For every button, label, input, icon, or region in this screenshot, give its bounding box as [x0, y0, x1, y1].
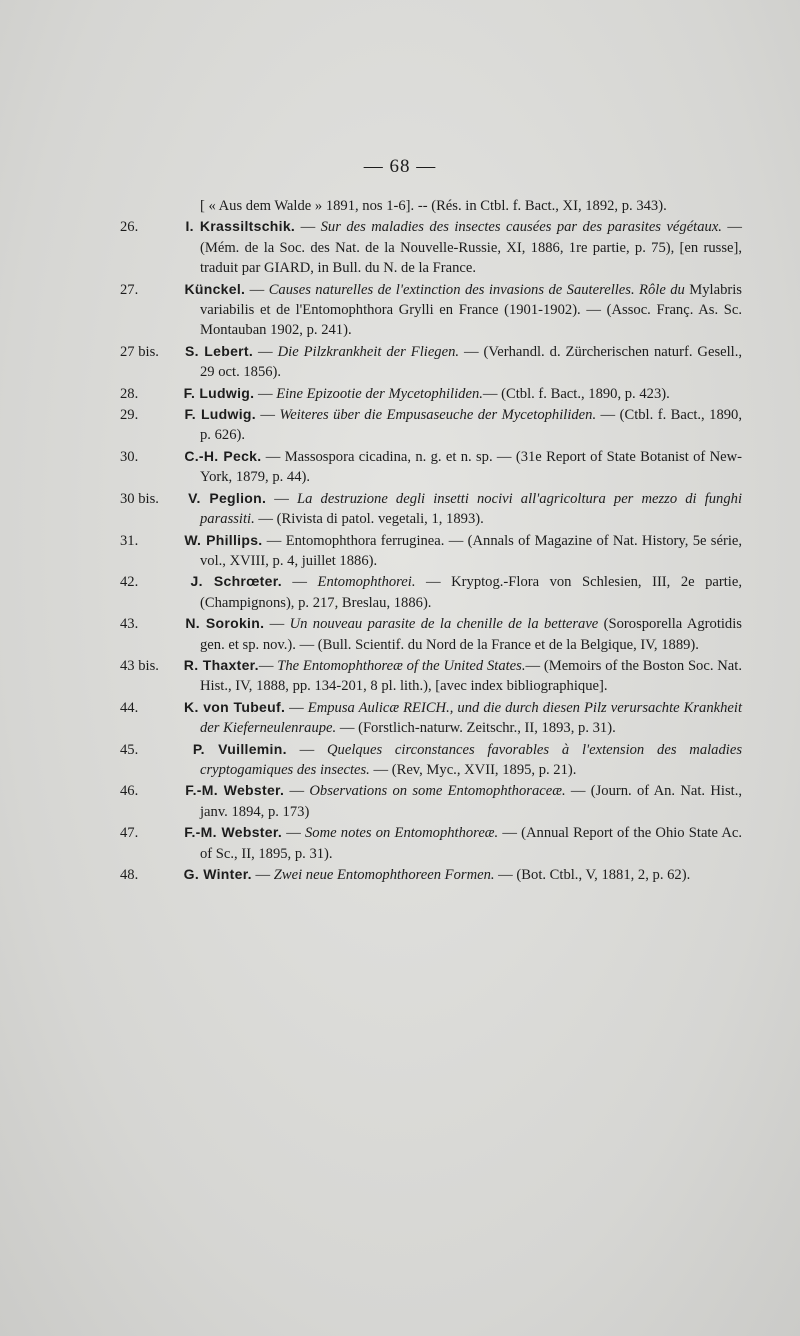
- bibliography-list: [120, 196, 743, 885]
- entry-title: Entomophthorei.: [317, 574, 416, 591]
- bibliography-entry: [120, 613, 742, 655]
- bibliography-entry: [120, 488, 742, 530]
- entry-details: — (Verhandl. d. Zürcherischen naturf. Gesell., 29 oct. 1856).: [200, 343, 743, 381]
- entry-separator: —: [255, 407, 280, 424]
- entry-separator: —: [295, 219, 321, 236]
- entry-details: — (Annual Report of the Ohio State Ac. of Sc., II, 1895, p. 31).: [200, 825, 742, 862]
- entry-details: — (Bot. Ctbl., V, 1881, 2, p. 62).: [494, 867, 691, 883]
- bibliography-entry: [120, 404, 743, 446]
- entry-separator: —: [262, 532, 286, 549]
- entry-author: V. Peglion.: [188, 489, 267, 506]
- entry-separator: —: [261, 448, 285, 465]
- bibliography-entry: [120, 739, 742, 781]
- entry-number: 48.: [120, 867, 139, 883]
- entry-number: 46.: [120, 783, 139, 800]
- entry-title: Un nouveau parasite de la chenille de la betterave: [289, 616, 599, 633]
- entry-number: 43.: [120, 616, 139, 633]
- entry-number: 29.: [120, 407, 139, 424]
- entry-title: Sur des maladies des insectes causées par des parasites végétaux.: [320, 219, 722, 236]
- entry-author: G. Winter.: [183, 866, 252, 882]
- entry-details: — (Forstlich-naturw. Zeitschr., II, 1893, p. 31).: [336, 720, 616, 737]
- entry-title: The Entomophthoreæ of the United States.: [277, 657, 526, 674]
- entry-author: F. Ludwig.: [184, 406, 256, 423]
- entry-number: 47.: [120, 825, 139, 842]
- entry-separator: —: [285, 699, 308, 716]
- entry-details: — Kryptog.-Flora von Schlesien, III, 2e partie, (Champignons), p. 217, Breslau, 1886).: [200, 574, 742, 611]
- entry-author: F.-M. Webster.: [184, 824, 283, 841]
- entry-separator: —: [254, 385, 277, 402]
- entry-number: 27 bis.: [120, 343, 159, 360]
- bibliography-entry: [160, 196, 742, 216]
- entry-title: Die Pilzkrankheit der Fliegen.: [277, 343, 460, 360]
- entry-details: — (Journ. of An. Nat. Hist., janv. 1894, p. 173): [200, 783, 742, 820]
- entry-author: R. Thaxter.: [183, 656, 259, 673]
- entry-title: Empusa Aulicæ REICH., und die durch diesen Pilz verursachte Krankheit der Kieferneulenraupe.: [200, 699, 743, 737]
- entry-author: Künckel.: [184, 280, 246, 297]
- entry-details: — (Ctbl. f. Bact., 1890, p. 626).: [200, 407, 743, 444]
- entry-separator: —: [253, 343, 278, 360]
- entry-author: J. Schrœter.: [190, 573, 282, 590]
- entry-details: — (Rev, Myc., XVII, 1895, p. 21).: [369, 761, 577, 778]
- entry-number: 30.: [120, 448, 139, 465]
- bibliography-entry: [120, 780, 742, 822]
- entry-number: 42.: [120, 574, 139, 591]
- entry-title: Some notes on Entomophthoreæ.: [304, 825, 499, 842]
- entry-separator: —: [266, 490, 297, 507]
- entry-number: 26.: [120, 219, 139, 236]
- bibliography-entry: [120, 383, 742, 404]
- entry-author: I. Krassiltschik.: [185, 218, 296, 235]
- entry-title: Causes naturelles de l'extinction des invasions de Sauterelles. Rôle du: [268, 281, 685, 298]
- bibliography-entry: [120, 341, 743, 383]
- entry-author: S. Lebert.: [184, 342, 254, 359]
- entry-number: 28.: [120, 385, 139, 402]
- entry-details: Entomophthora ferruginea. — (Annals of Magazine of Nat. History, 5e série, vol., XVIII, p. 4, juillet 1886).: [200, 532, 743, 569]
- entry-separator: —: [251, 867, 274, 883]
- entry-separator: —: [264, 616, 290, 633]
- bibliography-entry: [120, 822, 742, 864]
- entry-number: 31.: [120, 532, 139, 549]
- entry-title: Quelques circonstances favorables à l'extension des maladies cryptogamiques des insectes.: [200, 741, 742, 778]
- entry-separator: —: [282, 825, 305, 842]
- entry-details: Massospora cicadina, n. g. et n. sp. — (31e Report of State Botanist of New-York, 1879, p. 44).: [200, 448, 742, 486]
- bibliography-entry: [120, 655, 742, 697]
- bibliography-entry: [120, 697, 743, 739]
- entry-number: 43 bis.: [120, 657, 159, 674]
- entry-details: — (Memoirs of the Boston Soc. Nat. Hist., IV, 1888, pp. 134-201, 8 pl. lith.), [avec index bibliographique].: [200, 657, 742, 695]
- bibliography-entry: [120, 279, 742, 341]
- entry-author: W. Phillips.: [184, 531, 263, 548]
- entry-author: P. Vuillemin.: [192, 740, 287, 757]
- entry-separator: —: [286, 741, 327, 758]
- bibliography-entry: [120, 530, 743, 572]
- page-number: — 68 —: [363, 156, 437, 177]
- entry-title: Zwei neue Entomophthoreen Formen.: [273, 867, 495, 883]
- entry-separator: —: [258, 657, 278, 674]
- entry-details: — (Mém. de la Soc. des Nat. de la Nouvelle-Russie, XI, 1886, 1re partie, p. 75), [en russe], traduit par GIARD, in Bull. du N. de la France.: [200, 219, 743, 277]
- entry-title: La destruzione degli insetti nocivi all'agricoltura per mezzo di funghi parassiti.: [200, 490, 742, 528]
- entry-details: [ « Aus dem Walde » 1891, nos 1-6]. -- (Rés. in Ctbl. f. Bact., XI, 1892, p. 343).: [200, 198, 667, 214]
- entry-separator: —: [284, 783, 310, 800]
- entry-author: F. Ludwig.: [183, 384, 255, 401]
- entry-separator: —: [281, 574, 318, 591]
- entry-title: Eine Epizootie der Mycetophiliden.: [276, 385, 483, 402]
- entry-details: Mylabris variabilis et de l'Entomophthora Grylli en France (1901-1902). — (Assoc. Franç. As. Sc. Montauban 1902, p. 241).: [200, 281, 742, 339]
- entry-author: K. von Tubeuf.: [184, 698, 286, 715]
- entry-details: — (Ctbl. f. Bact., 1890, p. 423).: [482, 385, 670, 402]
- entry-number: 44.: [120, 699, 139, 716]
- entry-number: 30 bis.: [120, 490, 159, 507]
- entry-title: Observations on some Entomophthoraceæ.: [309, 783, 566, 800]
- entry-author: F.-M. Webster.: [185, 782, 285, 799]
- entry-details: (Sorosporella Agrotidis gen. et sp. nov.). — (Bull. Scientif. du Nord de la France et de la Belgique, IV, 1889).: [200, 616, 742, 653]
- entry-number: 27.: [120, 281, 139, 298]
- bibliography-entry: [120, 864, 742, 885]
- entry-separator: —: [245, 281, 269, 298]
- entry-title: Weiteres über die Empusaseuche der Mycetophiliden.: [279, 407, 597, 424]
- entry-author: C.-H. Peck.: [184, 447, 262, 464]
- bibliography-entry: [120, 216, 743, 278]
- bibliography-entry: [120, 446, 742, 488]
- entry-details: — (Rivista di patol. vegetali, 1, 1893).: [254, 511, 484, 528]
- bibliography-entry: [120, 571, 742, 613]
- entry-author: N. Sorokin.: [185, 615, 265, 632]
- entry-number: 45.: [120, 741, 139, 758]
